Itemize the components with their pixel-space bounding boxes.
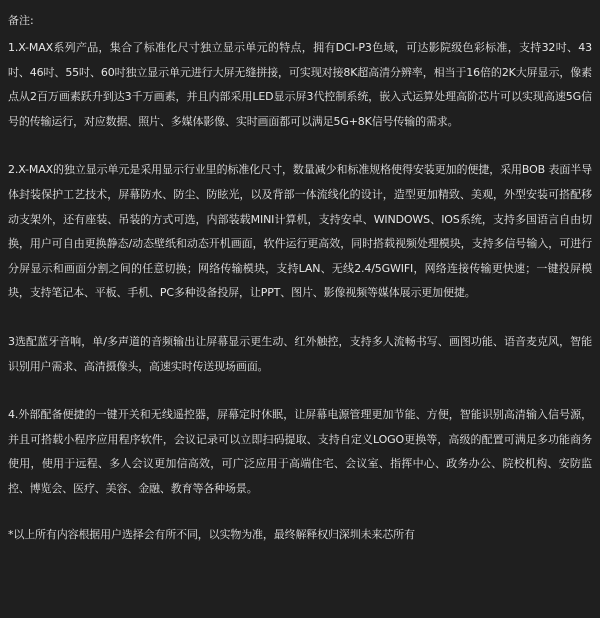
paragraph-spacer xyxy=(8,134,592,158)
paragraph-spacer xyxy=(8,379,592,403)
notes-title: 备注: xyxy=(8,14,34,27)
disclaimer-footer: *以上所有内容根据用户选择会有所不同，以实物为准，最终解释权归深圳未来芯所有 xyxy=(8,527,415,541)
note-paragraph-3: 3选配蓝牙音响，单/多声道的音频输出让屏幕显示更生动、红外触控，支持多人流畅书写、画图功能、语音麦克风，智能识别用户需求、高清摄像头，高速实时传送现场画面。 xyxy=(8,334,592,373)
note-paragraph-1: 1.X-MAX系列产品，集合了标准化尺寸独立显示单元的特点，拥有DCI-P3色域，可达影院级色彩标准，支持32吋、43吋、46吋、55吋、60吋独立显示单元进行大屏无缝拼接，可实现对接8K超高清分辨率，相当于16倍的2K大屏显示，像素点从2百万画素跃升到达3千万画素，并且内部采用LED显示屏3代控制系统，嵌入式运算处理高阶芯片可以实现高速5G信号的传输运行，对应数据、照片、多媒体影像、实时画面都可以满足5G+8K信号传输的需求。 xyxy=(8,41,592,128)
note-paragraph-2: 2.X-MAX的独立显示单元是采用显示行业里的标准化尺寸，数量减少和标准规格使得安装更加的便捷，采用BOB 表面半导体封装保护工艺技术，屏幕防水、防尘、防眩光，以及背部一体流线化的设计，造型更加精致、美观，外型安装可搭配移动支架外，还有座装、吊装的方式可选，内部装载MINI计算机，支持安卓、WINDOWS、IOS系统，支持多国语言自由切换，用户可自由更换静态/动态壁纸和动态开机画面，软件运行更高效，同时搭载视频处理模块，支持多信号输入，可进行分屏显示和画面分割之间的任意切换；网络传输模块，支持LAN、无线2.4/5GWIFI，网络连接传输更快速；一键投屏模块，支持笔记本、平板、手机、PC多种设备投屏，让PPT、图片、影像视频等媒体展示更加便捷。 xyxy=(8,163,592,300)
note-paragraph-4: 4.外部配备便捷的一键开关和无线遥控器，屏幕定时休眠，让屏幕电源管理更加节能、方便，智能识别高清输入信号源，并且可搭载小程序应用程序软件，会议记录可以立即扫码提取、支持自定义LOGO更换等，高级的配置可满足多功能商务使用，使用于远程、多人会议更加信高效，可广泛应用于高端住宅、会议室、指挥中心、政务办公、院校机构、安防监控、博览会、医疗、美容、金融、教育等各种场景。 xyxy=(8,408,592,495)
paragraph-spacer xyxy=(8,306,592,330)
paragraph-spacer xyxy=(8,502,592,526)
